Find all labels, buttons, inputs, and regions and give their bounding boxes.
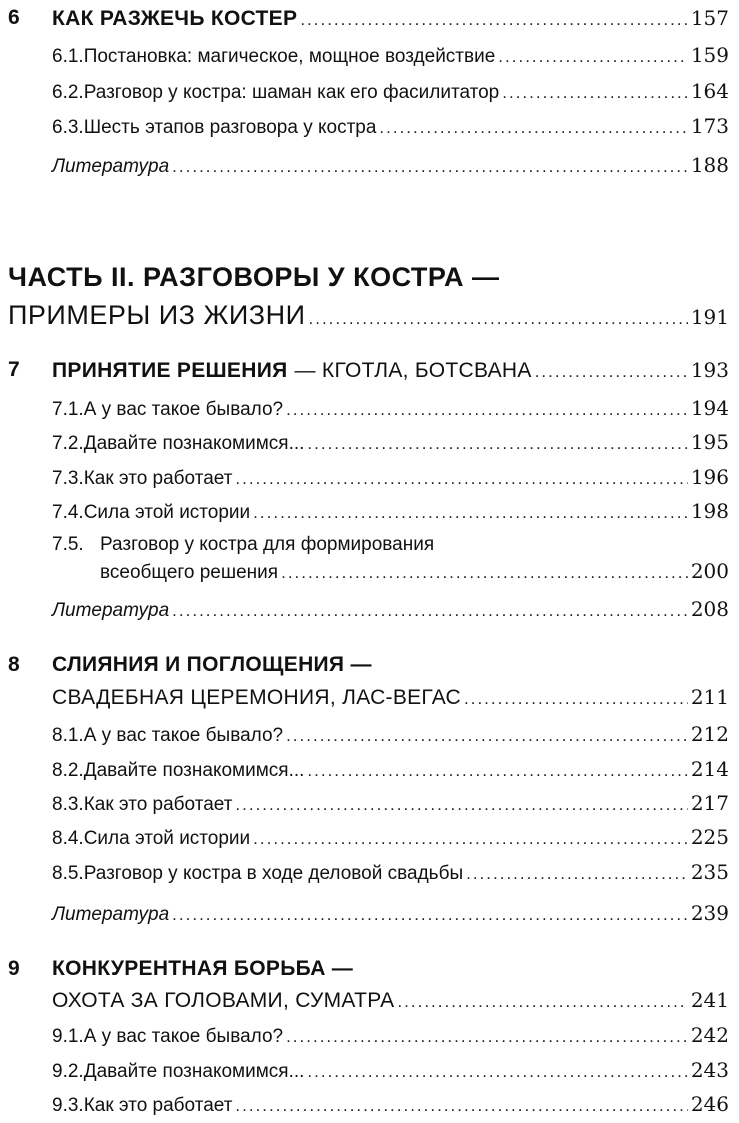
- chapter-9-entry[interactable]: [52, 988, 729, 1013]
- section-number: 7.2.: [52, 433, 84, 454]
- chapter-8-literature-entry[interactable]: [52, 901, 729, 926]
- chapter-9-page: 241: [690, 988, 729, 1012]
- section-page: 242: [690, 1023, 729, 1047]
- chapter-8-subtitle: СВАДЕБНАЯ ЦЕРЕМОНИЯ, ЛАС-ВЕГАС: [52, 686, 462, 709]
- chapter-8-number: 8: [8, 653, 20, 676]
- section-7-3-entry[interactable]: [52, 465, 729, 490]
- leader-dots: [466, 864, 688, 884]
- section-page: 164: [690, 79, 729, 103]
- section-page: 198: [690, 499, 729, 523]
- chapter-6-number: 6: [8, 6, 20, 29]
- section-page: 200: [690, 559, 729, 583]
- literature-page: 188: [690, 153, 729, 177]
- section-number: 6.2.: [52, 82, 84, 103]
- leader-dots: [307, 761, 687, 781]
- leader-dots: [286, 1027, 688, 1047]
- section-8-5-entry[interactable]: [52, 860, 729, 885]
- section-page: 159: [690, 43, 729, 67]
- chapter-7-title: ПРИНЯТИЕ РЕШЕНИЯ: [52, 359, 288, 382]
- section-6-1-entry[interactable]: [52, 43, 729, 68]
- chapter-8-page: 211: [690, 685, 729, 709]
- section-7-5-entry-continued[interactable]: [100, 559, 729, 584]
- section-page: 214: [690, 757, 729, 781]
- leader-dots: [498, 47, 688, 67]
- section-title: А у вас такое бывало?: [83, 399, 284, 420]
- section-8-3-entry[interactable]: [52, 791, 729, 816]
- chapter-6-title: КАК РАЗЖЕЧЬ КОСТЕР: [52, 7, 298, 30]
- section-page: 217: [690, 791, 729, 815]
- chapter-9-subtitle: ОХОТА ЗА ГОЛОВАМИ, СУМАТРА: [52, 989, 395, 1012]
- section-title-line-1: Разговор у костра для формирования: [100, 534, 435, 555]
- section-6-3-entry[interactable]: [52, 114, 729, 139]
- section-page: 173: [690, 114, 729, 138]
- section-number: 6.3.: [52, 117, 84, 138]
- chapter-7-number: 7: [8, 358, 20, 381]
- section-number: 8.3.: [52, 794, 84, 815]
- chapter-9-title: КОНКУРЕНТНАЯ БОРЬБА —: [52, 957, 354, 980]
- leader-dots: [397, 992, 687, 1012]
- section-7-4-entry[interactable]: [52, 499, 729, 524]
- section-title: Давайте познакомимся...: [83, 433, 305, 454]
- chapter-7-entry[interactable]: [52, 358, 729, 383]
- section-number: 6.1.: [52, 46, 84, 67]
- chapter-6-page: 157: [690, 6, 729, 30]
- section-9-3-entry[interactable]: [52, 1092, 729, 1117]
- leader-dots: [281, 563, 688, 583]
- section-number: 9.2.: [52, 1061, 84, 1082]
- section-number: 9.3.: [52, 1095, 84, 1116]
- chapter-8-title-row: [52, 653, 729, 677]
- section-page: 195: [690, 430, 729, 454]
- leader-dots: [307, 1062, 687, 1082]
- section-title: Давайте познакомимся...: [83, 1061, 305, 1082]
- chapter-6-entry[interactable]: [52, 6, 729, 31]
- leader-dots: [253, 503, 688, 523]
- leader-dots: [235, 795, 687, 815]
- leader-dots: [309, 309, 688, 329]
- section-page: 243: [690, 1058, 729, 1082]
- leader-dots: [307, 434, 687, 454]
- leader-dots: [379, 118, 687, 138]
- leader-dots: [253, 829, 688, 849]
- section-title: Сила этой истории: [83, 828, 251, 849]
- section-title: Постановка: магическое, мощное воздействие: [83, 46, 496, 67]
- section-number: 8.5.: [52, 863, 84, 884]
- section-title: Шесть этапов разговора у костра: [83, 117, 377, 138]
- section-title: Как это работает: [83, 794, 233, 815]
- part-2-title: ЧАСТЬ II. РАЗГОВОРЫ У КОСТРА —: [8, 262, 500, 292]
- section-number: 7.3.: [52, 468, 84, 489]
- chapter-9-title-row: [52, 957, 729, 981]
- section-number: 7.1.: [52, 399, 84, 420]
- literature-page: 208: [690, 597, 729, 621]
- section-title: Сила этой истории: [83, 502, 251, 523]
- section-title: А у вас такое бывало?: [83, 725, 284, 746]
- section-title: А у вас такое бывало?: [83, 1026, 284, 1047]
- section-8-1-entry[interactable]: [52, 722, 729, 747]
- section-number: 8.1.: [52, 725, 84, 746]
- section-title: Как это работает: [83, 468, 233, 489]
- section-title: Разговор у костра: шаман как его фасилитатор: [83, 82, 500, 103]
- section-page: 225: [690, 825, 729, 849]
- chapter-8-title: СЛИЯНИЯ И ПОГЛОЩЕНИЯ —: [52, 653, 372, 676]
- leader-dots: [502, 83, 688, 103]
- leader-dots: [300, 10, 688, 30]
- section-7-5-entry[interactable]: [52, 534, 729, 556]
- chapter-7-page: 193: [690, 358, 729, 382]
- section-7-1-entry[interactable]: [52, 396, 729, 421]
- chapter-7-literature-entry[interactable]: [52, 597, 729, 622]
- leader-dots: [172, 157, 688, 177]
- section-title-line-2: всеобщего решения: [100, 562, 279, 583]
- leader-dots: [172, 905, 688, 925]
- chapter-9-number: 9: [8, 957, 20, 980]
- literature-label: Литература: [52, 600, 170, 621]
- section-6-2-entry[interactable]: [52, 79, 729, 104]
- leader-dots: [286, 400, 688, 420]
- literature-label: Литература: [52, 156, 170, 177]
- literature-label: Литература: [52, 904, 170, 925]
- leader-dots: [172, 601, 688, 621]
- section-title: Давайте познакомимся...: [83, 760, 305, 781]
- section-page: 196: [690, 465, 729, 489]
- section-7-2-entry[interactable]: [52, 430, 729, 455]
- chapter-6-literature-entry[interactable]: [52, 153, 729, 178]
- section-page: 246: [690, 1092, 729, 1116]
- section-page: 212: [690, 722, 729, 746]
- chapter-8-entry[interactable]: [52, 685, 729, 710]
- section-9-2-entry[interactable]: [52, 1058, 729, 1083]
- section-9-1-entry[interactable]: [52, 1023, 729, 1048]
- section-number: 7.4.: [52, 502, 84, 523]
- part-2-page: 191: [690, 305, 729, 329]
- section-title: Как это работает: [83, 1095, 233, 1116]
- part-2-subtitle: ПРИМЕРЫ ИЗ ЖИЗНИ: [8, 300, 306, 330]
- section-title: Разговор у костра в ходе деловой свадьбы: [83, 863, 464, 884]
- part-2-entry[interactable]: [8, 300, 729, 331]
- leader-dots: [235, 469, 687, 489]
- leader-dots: [535, 362, 688, 382]
- leader-dots: [235, 1096, 687, 1116]
- chapter-7-subtitle: — КГОТЛА, БОТСВАНА: [294, 359, 532, 382]
- section-number: 7.5.: [52, 534, 84, 555]
- section-number: 9.1.: [52, 1026, 84, 1047]
- section-8-4-entry[interactable]: [52, 825, 729, 850]
- section-page: 194: [690, 396, 729, 420]
- section-number: 8.4.: [52, 828, 84, 849]
- leader-dots: [464, 689, 688, 709]
- leader-dots: [286, 726, 688, 746]
- section-number: 8.2.: [52, 760, 84, 781]
- section-8-2-entry[interactable]: [52, 757, 729, 782]
- literature-page: 239: [690, 901, 729, 925]
- section-page: 235: [690, 860, 729, 884]
